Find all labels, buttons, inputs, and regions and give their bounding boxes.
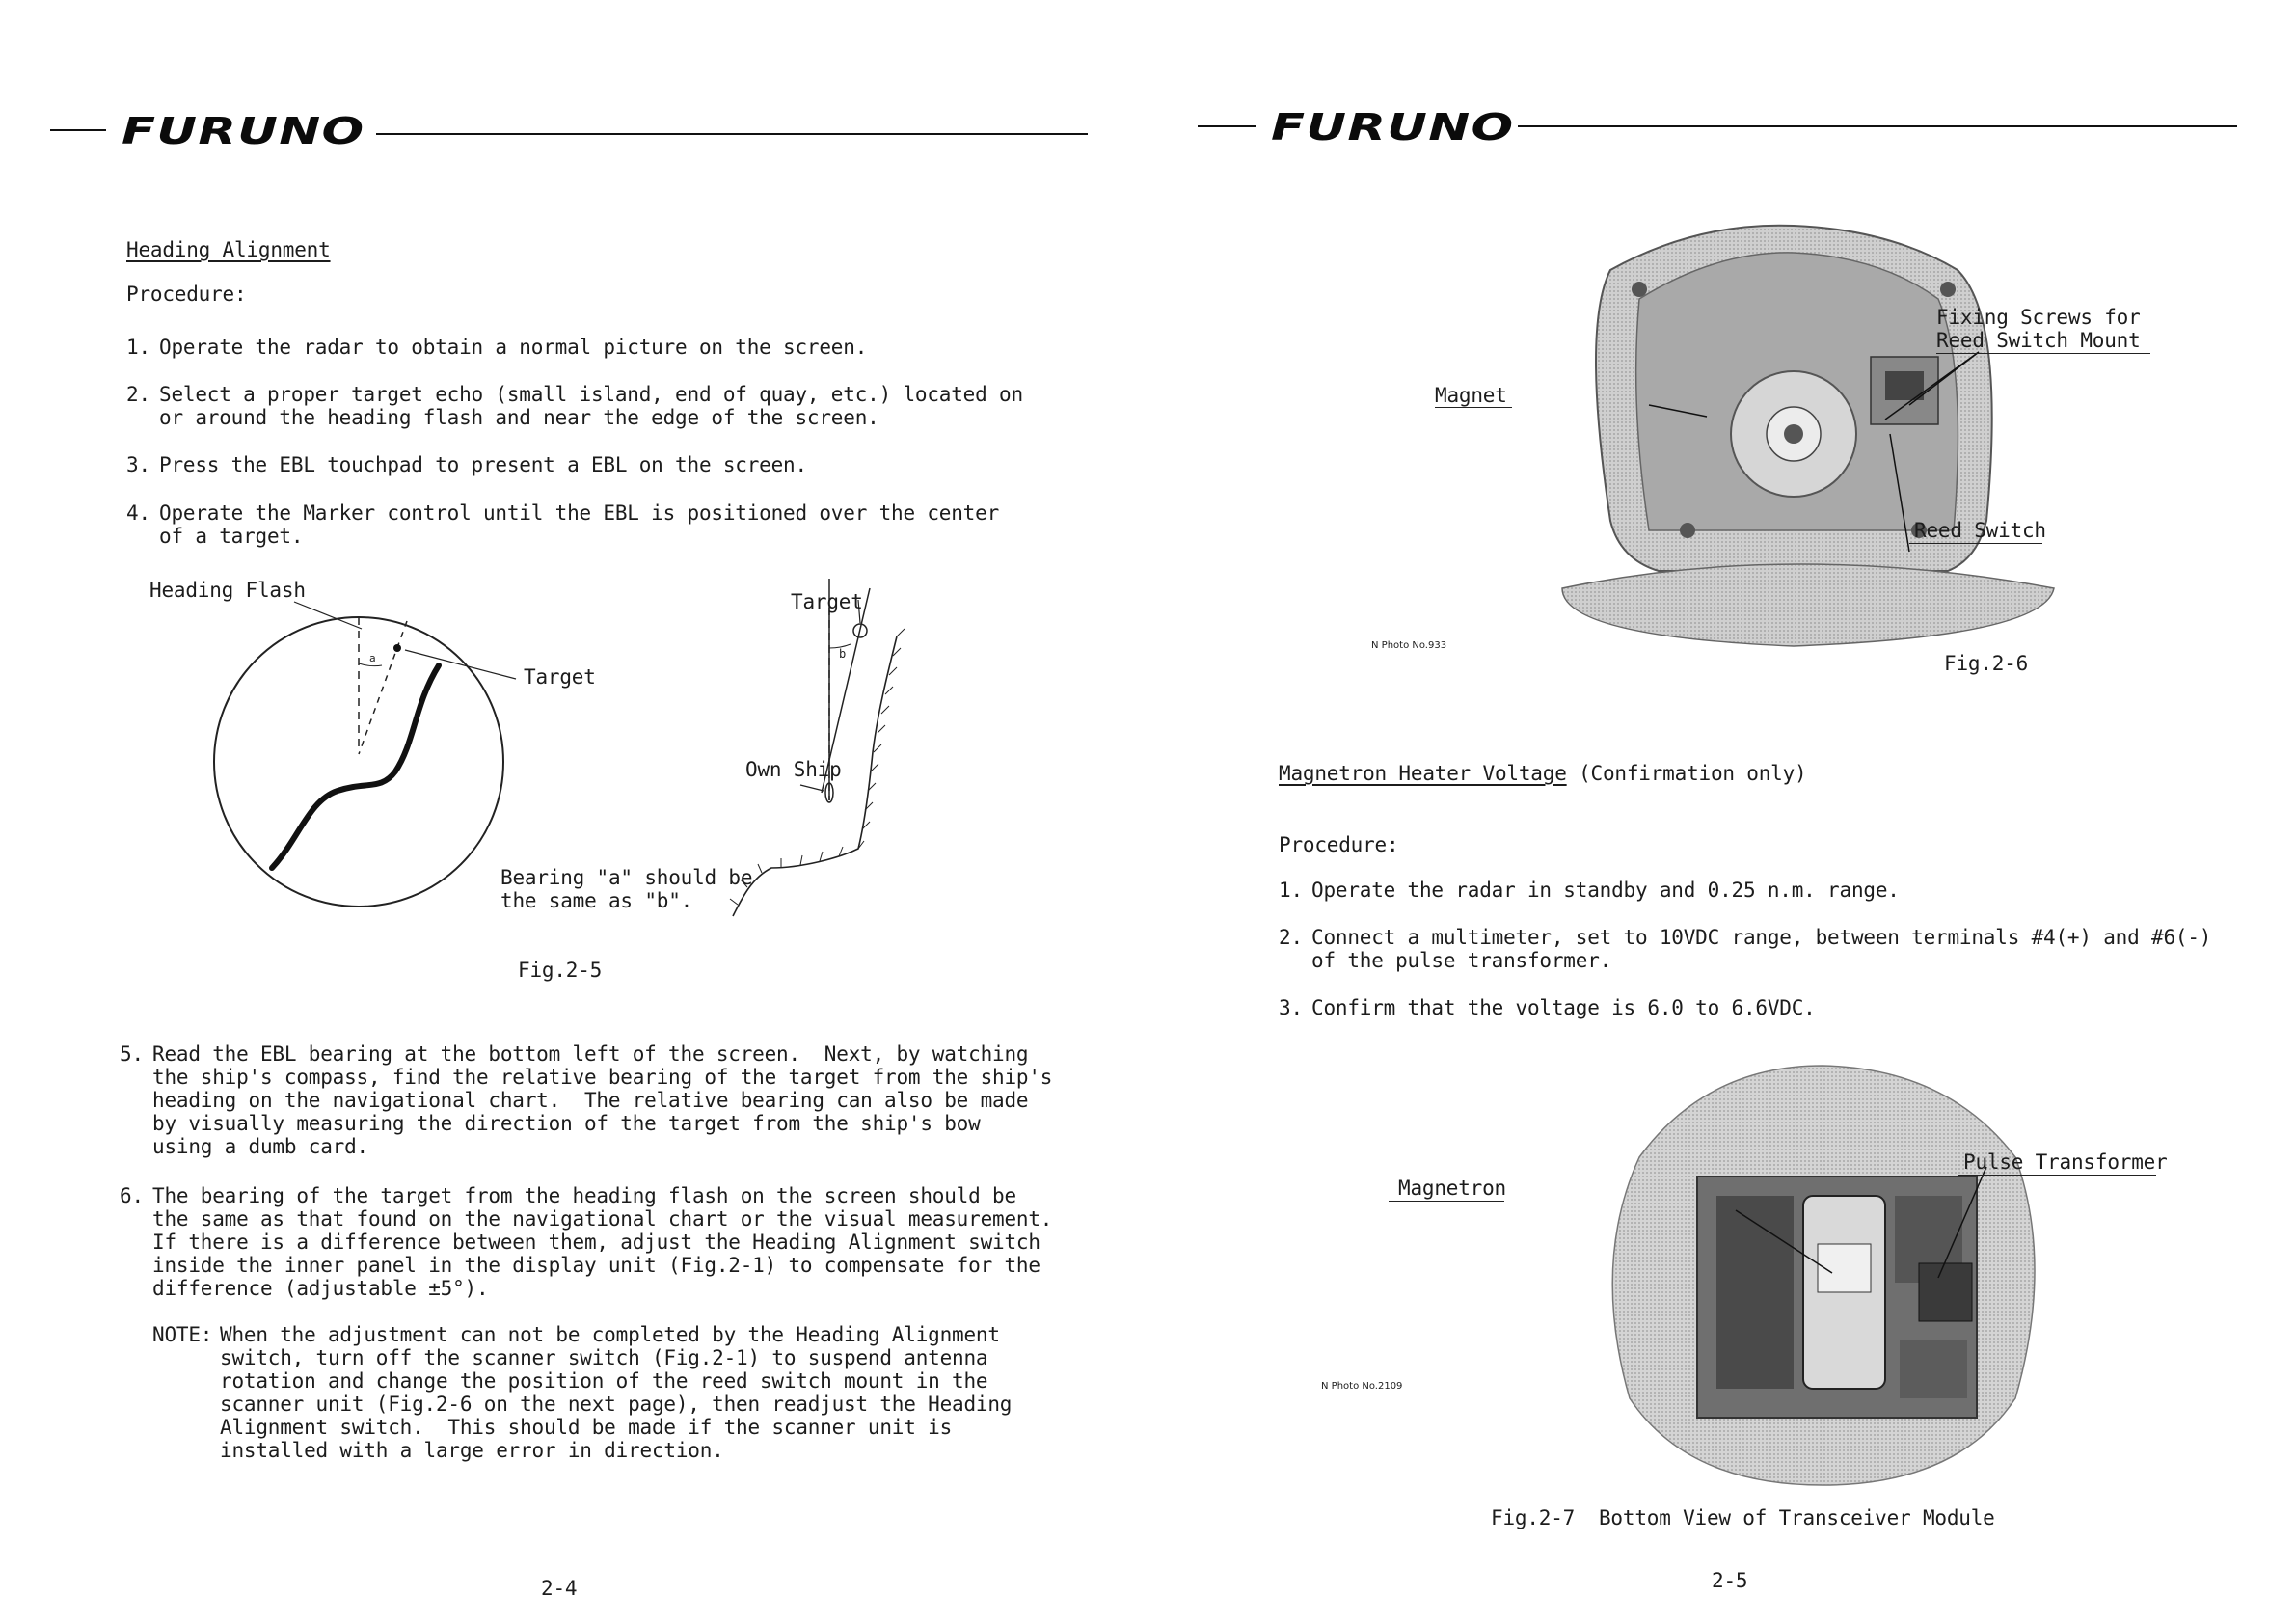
note-text: installed with a large error in direction.: [220, 1439, 724, 1462]
step-text: Read the EBL bearing at the bottom left of the screen. Next, by watching: [152, 1042, 1029, 1066]
photo-number-2109: N Photo No.2109: [1321, 1381, 1403, 1392]
step-text: the ship's compass, find the relative bearing of the target from the ship's: [152, 1066, 1053, 1089]
pulse-transformer: [1919, 1263, 1972, 1321]
bearing-arc-b: [829, 644, 851, 648]
target-leader: [405, 650, 516, 679]
note-text: rotation and change the position of the reed switch mount in the: [220, 1369, 988, 1393]
page-number: 2-5: [1712, 1569, 1748, 1592]
bearing-b-label: b: [839, 647, 847, 661]
bearing-note-line-1: Bearing "a" should be: [500, 866, 753, 889]
section-title-text: Magnetron Heater Voltage: [1279, 762, 1567, 785]
step-number: 3.: [126, 453, 150, 476]
transceiver-photo: [1514, 1051, 2093, 1495]
step-number: 1.: [1279, 879, 1303, 902]
label-magnet: Magnet: [1435, 384, 1507, 407]
right-page: [1148, 0, 2295, 1624]
step-text: Operate the radar in standby and 0.25 n.m. range.: [1311, 879, 1900, 902]
pulse-transformer-underline: [1958, 1175, 2156, 1176]
step-text: heading on the navigational chart. The relative bearing can also be made: [152, 1089, 1029, 1112]
step-text: Confirm that the voltage is 6.0 to 6.6VDC.: [1311, 996, 1816, 1019]
header-rule-left-long: [376, 133, 1088, 135]
step-text: If there is a difference between them, adjust the Heading Alignment switch: [152, 1231, 1040, 1254]
note-text: Alignment switch. This should be made if the scanner unit is: [220, 1416, 953, 1439]
note-text: scanner unit (Fig.2-6 on the next page), then readjust the Heading: [220, 1393, 1013, 1416]
step-text: Operate the Marker control until the EBL is positioned over the center: [159, 501, 1000, 525]
scanner-photo: [1504, 212, 2083, 665]
fixing-screws-underline: [1936, 353, 2150, 354]
step-text: difference (adjustable ±5°).: [152, 1277, 489, 1300]
heading-flash-leader: [294, 602, 362, 629]
step-text: or around the heading flash and near the edge of the screen.: [159, 406, 879, 429]
magnet-underline: [1435, 407, 1512, 408]
scanner-base: [1562, 564, 2054, 646]
procedure-label: Procedure:: [126, 283, 247, 306]
step-text: of the pulse transformer.: [1311, 949, 1612, 972]
section-title: Heading Alignment: [126, 238, 331, 261]
magnetron-underline: [1389, 1201, 1504, 1202]
header-rule-right-long: [1518, 125, 2237, 127]
step-number: 3.: [1279, 996, 1303, 1019]
label-pulse-transformer: Pulse Transformer: [1963, 1150, 2168, 1174]
bearing-a-label: a: [369, 652, 376, 664]
label-reed-switch: Reed Switch: [1914, 519, 2046, 542]
step-number: 5.: [120, 1042, 144, 1066]
photo-number-933: N Photo No.933: [1371, 640, 1447, 651]
section-title: [1279, 762, 1807, 785]
step-number: 1.: [126, 336, 150, 359]
heading-flash-label: Heading Flash: [149, 579, 306, 602]
figure-caption: Fig.2-6: [1944, 652, 2029, 675]
step-text: by visually measuring the direction of the target from the ship's bow: [152, 1112, 981, 1135]
step-text: The bearing of the target from the heading flash on the screen should be: [152, 1184, 1016, 1207]
step-number: 6.: [120, 1184, 144, 1207]
step-text: Select a proper target echo (small island, end of quay, etc.) located on: [159, 383, 1023, 406]
reed-switch-underline: [1909, 543, 2042, 544]
header-rule-right-short: [1198, 125, 1256, 127]
step-text: the same as that found on the navigational chart or the visual measurement.: [152, 1207, 1053, 1231]
coastline-echo: [272, 665, 439, 868]
note-label: NOTE:: [152, 1323, 213, 1346]
target-dot: [393, 644, 401, 652]
brand-logo: FURUNO: [122, 110, 365, 152]
section-title-note: (Confirmation only): [1566, 762, 1807, 785]
step-text: using a dumb card.: [152, 1135, 368, 1158]
figure-caption: Fig.2-5: [518, 959, 603, 982]
step-text: of a target.: [159, 525, 304, 548]
note-text: When the adjustment can not be completed by the Heading Alignment: [220, 1323, 1000, 1346]
target-label-right: Target: [791, 590, 863, 613]
header-rule-left-short: [50, 129, 106, 131]
step-text: Operate the radar to obtain a normal picture on the screen.: [159, 336, 868, 359]
target-label-left: Target: [524, 665, 596, 689]
label-fixing-screws-line-1: Fixing Screws for: [1936, 306, 2141, 329]
own-ship-label: Own Ship: [745, 758, 842, 781]
brand-logo: FURUNO: [1271, 106, 1515, 149]
label-fixing-screws-line-2: Reed Switch Mount: [1936, 329, 2141, 352]
step-number: 2.: [1279, 926, 1303, 949]
ebl-line: [359, 621, 407, 754]
step-number: 2.: [126, 383, 150, 406]
procedure-label: Procedure:: [1279, 833, 1399, 856]
bearing-note-line-2: the same as "b".: [500, 889, 693, 912]
own-ship-leader: [800, 785, 824, 791]
label-magnetron: Magnetron: [1398, 1177, 1506, 1200]
step-number: 4.: [126, 501, 150, 525]
note-text: switch, turn off the scanner switch (Fig.2-1) to suspend antenna: [220, 1346, 988, 1369]
step-text: inside the inner panel in the display unit (Fig.2-1) to compensate for the: [152, 1254, 1040, 1277]
page-number: 2-4: [541, 1577, 578, 1600]
step-text: Connect a multimeter, set to 10VDC range, between terminals #4(+) and #6(-): [1311, 926, 2212, 949]
step-text: Press the EBL touchpad to present a EBL on the screen.: [159, 453, 807, 476]
figure-caption: Fig.2-7 Bottom View of Transceiver Module: [1491, 1506, 1995, 1529]
